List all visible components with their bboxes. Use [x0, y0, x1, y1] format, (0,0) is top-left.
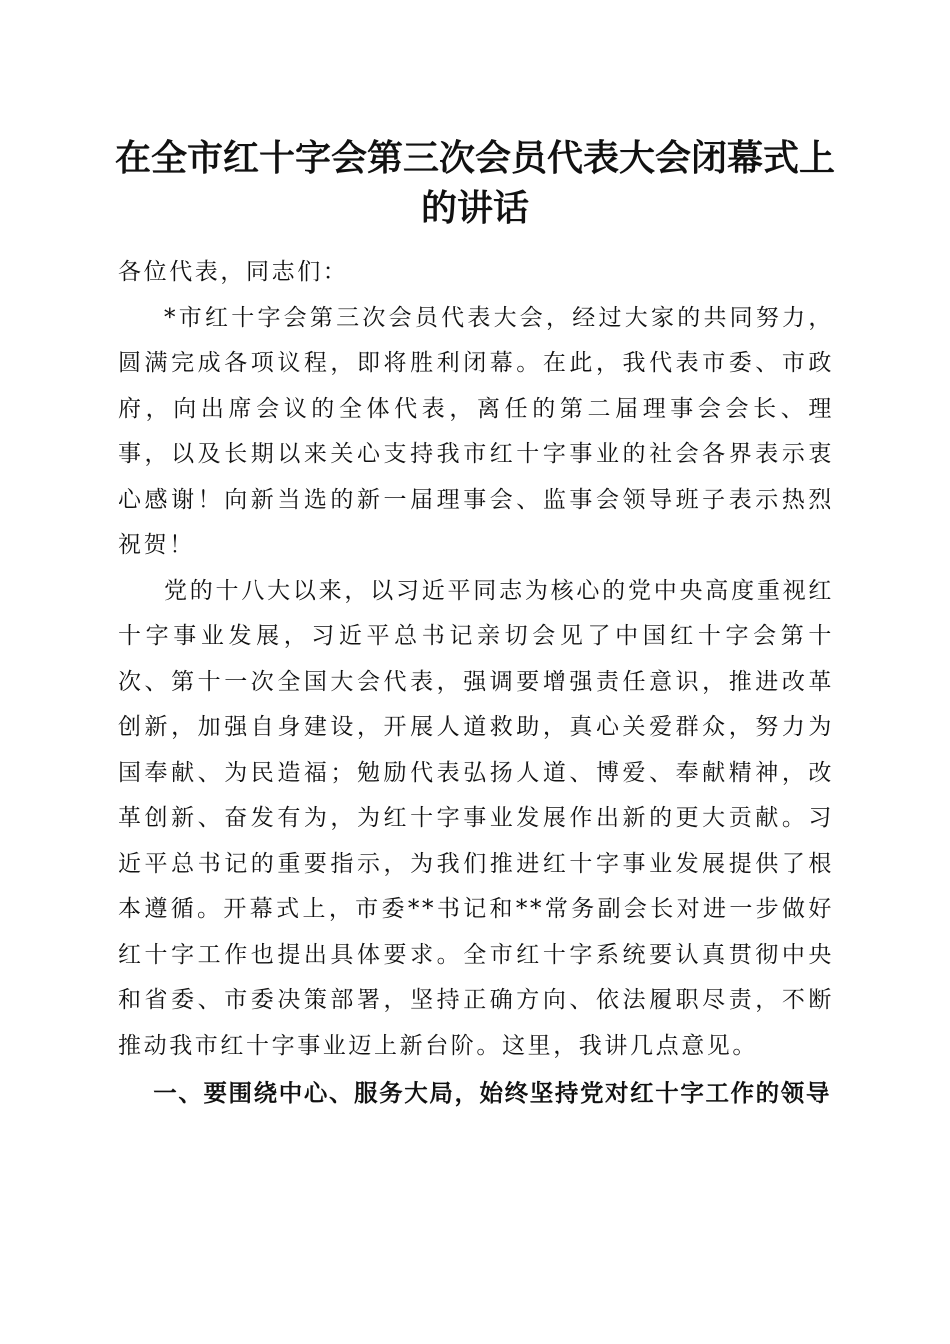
document-title: 在全市红十字会第三次会员代表大会闭幕式上的讲话 [114, 137, 835, 229]
document-body [118, 250, 834, 1117]
section-heading-1: 一、要围绕中心、服务大局，始终坚持党对红十字工作的领导 [153, 1079, 831, 1107]
paragraph-opening: *市红十字会第三次会员代表大会，经过大家的共同努力，圆满完成各项议程，即将胜利闭幕。在此，我代表市委、市政府，向出席会议的全体代表，离任的第二届理事会会长、理事，以及长期以来关心支持我市红十字事业的社会各界表示衷心感谢！向新当选的新一届理事会、监事会领导班子表示热烈祝贺！ [118, 304, 834, 558]
salutation: 各位代表，同志们： [118, 259, 349, 285]
paragraph-background: 党的十八大以来，以习近平同志为核心的党中央高度重视红十字事业发展，习近平总书记亲切会见了中国红十字会第十次、第十一次全国大会代表，强调要增强责任意识，推进改革创新，加强自身建设，开展人道救助，真心关爱群众，努力为国奉献、为民造福；勉励代表弘扬人道、博爱、奉献精神，改革创新、奋发有为，为红十字事业发展作出新的更大贡献。习近平总书记的重要指示，为我们推进红十字事业发展提供了根本遵循。开幕式上，市委**书记和**常务副会长对进一步做好红十字工作也提出具体要求。全市红十字系统要认真贯彻中央和省委、市委决策部署，坚持正确方向、依法履职尽责，不断推动我市红十字事业迈上新台阶。这里，我讲几点意见。 [118, 577, 834, 1059]
